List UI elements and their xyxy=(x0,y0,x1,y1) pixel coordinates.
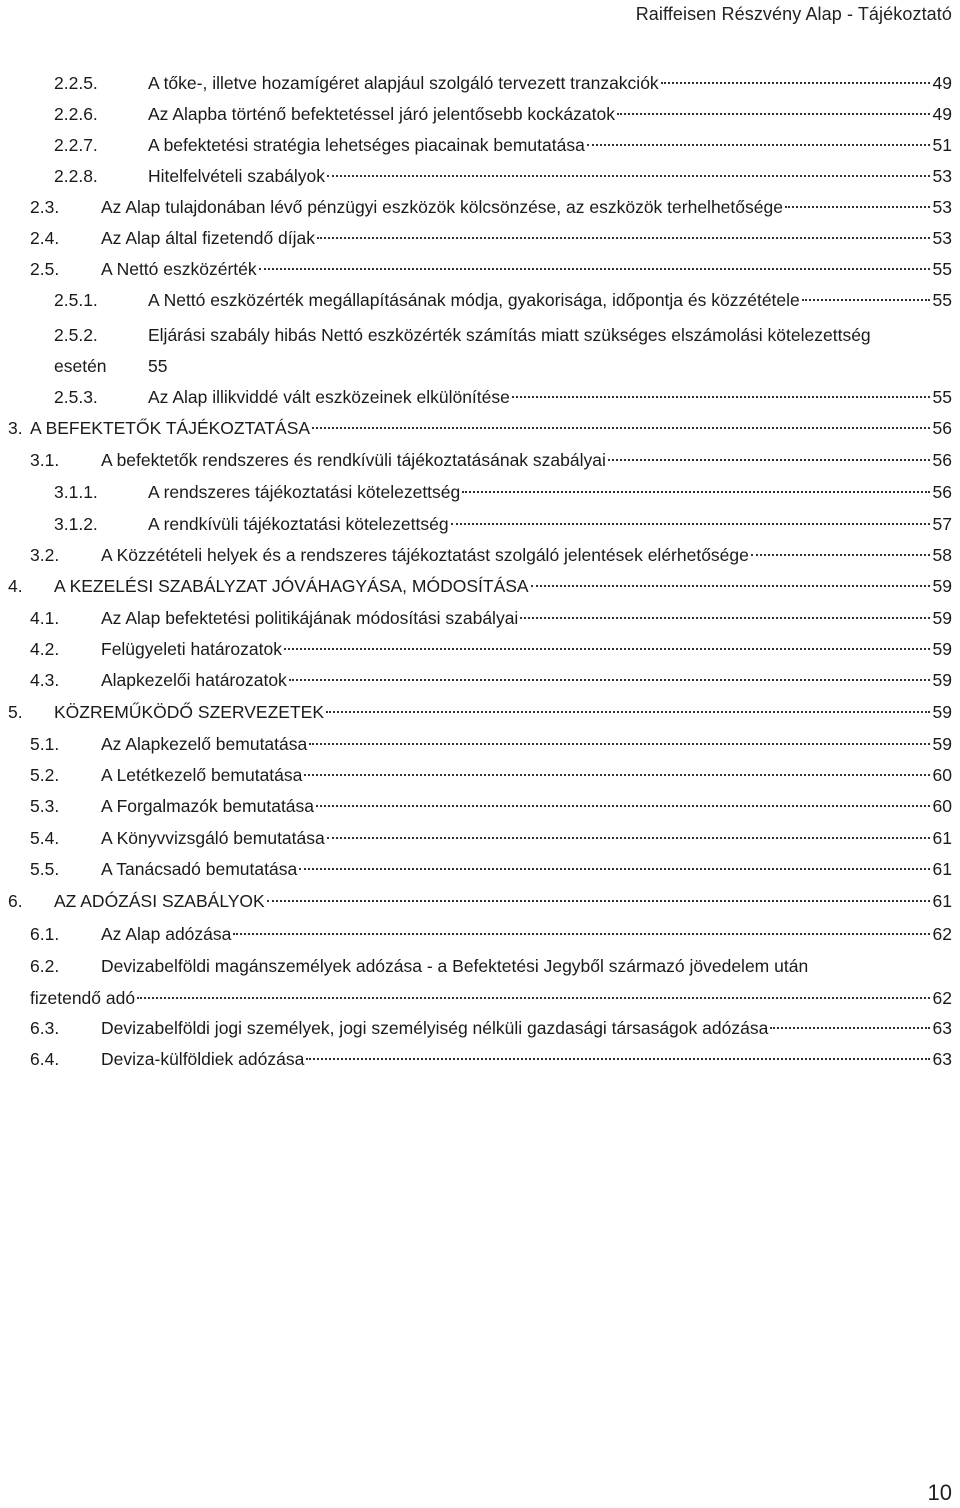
toc-entry-line xyxy=(54,886,952,916)
toc-entry-title: Az Alapkezelő bemutatása xyxy=(101,734,308,754)
toc-entry-number: 5.1. xyxy=(30,734,60,754)
toc-entry[interactable] xyxy=(0,477,960,507)
toc-entry-page: 57 xyxy=(932,514,952,534)
toc-entry-title-continuation: esetén xyxy=(54,356,107,376)
toc-entry-page: 59 xyxy=(932,734,952,754)
toc-entry-title: A befektetési stratégia lehetséges piacainak bemutatása xyxy=(148,135,585,155)
toc-entry-page: 49 xyxy=(932,104,952,124)
toc-entry-line xyxy=(101,634,952,664)
toc-entry[interactable] xyxy=(0,1013,960,1043)
toc-entry[interactable] xyxy=(0,760,960,790)
toc-entry-title-continuation: fizetendő adó xyxy=(30,988,136,1008)
toc-entry-title: A Közzétételi helyek és a rendszeres tájékoztatást szolgáló jelentések elérhetősége xyxy=(101,545,749,565)
toc-leader-dots xyxy=(259,267,930,270)
toc-leader-dots xyxy=(289,678,930,681)
toc-entry-page: 53 xyxy=(932,166,952,186)
toc-entry-line xyxy=(148,68,952,98)
toc-entry-page: 56 xyxy=(932,482,952,502)
toc-entry[interactable] xyxy=(0,99,960,129)
toc-entry-title: AZ ADÓZÁSI SZABÁLYOK xyxy=(54,891,265,911)
toc-leader-dots xyxy=(531,584,930,587)
toc-entry-line xyxy=(54,697,952,727)
toc-leader-dots xyxy=(451,522,930,525)
toc-entry-title: A rendkívüli tájékoztatási kötelezettség xyxy=(148,514,449,534)
toc-entry-title: A Tanácsadó bemutatása xyxy=(101,859,298,879)
toc-entry-number: 6.1. xyxy=(30,924,60,944)
toc-leader-dots xyxy=(233,932,929,935)
toc-leader-dots xyxy=(608,458,930,461)
toc-entry[interactable] xyxy=(0,571,960,601)
toc-entry-number: 2.2.6. xyxy=(54,104,98,124)
toc-entry[interactable] xyxy=(0,540,960,570)
toc-entry-number: 2.2.7. xyxy=(54,135,98,155)
toc-entry-line xyxy=(101,540,952,570)
toc-entry-page: 62 xyxy=(932,988,952,1008)
toc-entry-page: 61 xyxy=(932,828,952,848)
toc-entry-line xyxy=(54,571,952,601)
toc-entry[interactable] xyxy=(0,665,960,695)
toc-entry-page: 60 xyxy=(932,765,952,785)
toc-entry-page: 59 xyxy=(932,576,952,596)
toc-entry-title: Az Alap befektetési politikájának módosítási szabályai xyxy=(101,608,519,628)
toc-leader-dots xyxy=(309,742,929,745)
toc-leader-dots xyxy=(317,236,930,239)
toc-entry[interactable] xyxy=(0,192,960,222)
toc-entry-line xyxy=(101,192,952,222)
toc-entry[interactable] xyxy=(0,285,960,315)
toc-entry-line xyxy=(101,1013,952,1043)
toc-entry-page: 55 xyxy=(932,387,952,407)
toc-entry-title: A Könyvvizsgáló bemutatása xyxy=(101,828,325,848)
toc-entry-line xyxy=(101,223,952,253)
toc-entry-line xyxy=(148,161,952,191)
toc-leader-dots xyxy=(304,773,929,776)
toc-entry-number: 6.4. xyxy=(30,1049,60,1069)
toc-entry-page: 59 xyxy=(932,702,952,722)
toc-entry[interactable] xyxy=(0,951,960,1015)
toc-leader-dots xyxy=(299,867,929,870)
toc-entry-number: 6.3. xyxy=(30,1018,60,1038)
toc-entry-number: 4. xyxy=(8,576,23,596)
toc-entry-line xyxy=(101,603,952,633)
toc-entry-number: 5.2. xyxy=(30,765,60,785)
toc-entry[interactable] xyxy=(0,729,960,759)
toc-entry-line xyxy=(101,665,952,695)
toc-leader-dots xyxy=(661,81,930,84)
toc-entry-page: 55 xyxy=(932,290,952,310)
toc-entry-number: 3.1. xyxy=(30,450,60,470)
toc-entry[interactable] xyxy=(0,634,960,664)
toc-entry-number: 5.4. xyxy=(30,828,60,848)
toc-entry-number: 2.4. xyxy=(30,228,60,248)
toc-entry[interactable] xyxy=(0,254,960,284)
toc-leader-dots xyxy=(587,143,930,146)
toc-entry[interactable] xyxy=(0,130,960,160)
toc-entry-line xyxy=(101,1044,952,1074)
toc-entry[interactable] xyxy=(0,823,960,853)
toc-entry-page: 58 xyxy=(932,545,952,565)
toc-entry-title: A Letétkezelő bemutatása xyxy=(101,765,303,785)
toc-entry[interactable] xyxy=(0,413,960,443)
toc-entry-page: 55 xyxy=(148,356,168,376)
toc-entry-number: 6.2. xyxy=(30,956,60,976)
toc-entry-page: 51 xyxy=(932,135,952,155)
toc-entry[interactable] xyxy=(0,854,960,884)
toc-entry-line xyxy=(30,413,952,443)
toc-entry-number: 6. xyxy=(8,891,23,911)
toc-entry-line xyxy=(148,382,952,412)
toc-entry-title: A befektetők rendszeres és rendkívüli tájékoztatásának szabályai xyxy=(101,450,606,470)
toc-entry-title: Az Alap által fizetendő díjak xyxy=(101,228,316,248)
toc-entry-number: 2.5. xyxy=(30,259,60,279)
toc-entry-title: Deviza-külföldiek adózása xyxy=(101,1049,305,1069)
toc-entry-line xyxy=(101,254,952,284)
toc-entry-number: 2.5.3. xyxy=(54,387,98,407)
toc-entry[interactable] xyxy=(0,161,960,191)
toc-leader-dots xyxy=(785,205,930,208)
toc-entry-line xyxy=(101,729,952,759)
toc-entry-number: 5.3. xyxy=(30,796,60,816)
toc-leader-dots xyxy=(316,804,930,807)
toc-entry-line xyxy=(101,854,952,884)
toc-entry-number: 5.5. xyxy=(30,859,60,879)
toc-entry-line xyxy=(30,983,952,1013)
toc-entry-page: 63 xyxy=(932,1049,952,1069)
toc-entry-line xyxy=(148,509,952,539)
toc-leader-dots xyxy=(327,836,930,839)
toc-entry-page: 62 xyxy=(932,924,952,944)
toc-entry-page: 61 xyxy=(932,859,952,879)
toc-entry-page: 60 xyxy=(932,796,952,816)
toc-entry-title: A Nettó eszközérték megállapításának módja, gyakorisága, időpontja és közzététele xyxy=(148,290,800,310)
toc-entry-page: 49 xyxy=(932,73,952,93)
toc-entry-number: 2.2.8. xyxy=(54,166,98,186)
toc-entry[interactable] xyxy=(0,68,960,98)
toc-entry[interactable] xyxy=(0,697,960,727)
toc-leader-dots xyxy=(751,553,930,556)
toc-entry-number: 3.2. xyxy=(30,545,60,565)
toc-entry[interactable] xyxy=(0,886,960,916)
toc-entry-number: 4.2. xyxy=(30,639,60,659)
toc-entry-page: 55 xyxy=(932,259,952,279)
toc-entry-page: 56 xyxy=(932,450,952,470)
toc-entry-title: Devizabelföldi jogi személyek, jogi személyiség nélküli gazdasági társaságok adózása xyxy=(101,1018,769,1038)
toc-entry-number: 5. xyxy=(8,702,23,722)
toc-entry-title: A KEZELÉSI SZABÁLYZAT JÓVÁHAGYÁSA, MÓDOSÍTÁSA xyxy=(54,576,529,596)
toc-entry-page: 59 xyxy=(932,670,952,690)
toc-entry-number: 4.3. xyxy=(30,670,60,690)
toc-leader-dots xyxy=(520,616,929,619)
toc-entry[interactable] xyxy=(0,919,960,949)
toc-entry-page: 59 xyxy=(932,608,952,628)
toc-entry-title: Hitelfelvételi szabályok xyxy=(148,166,326,186)
toc-entry-page: 53 xyxy=(932,228,952,248)
toc-entry-title: Alapkezelői határozatok xyxy=(101,670,287,690)
toc-leader-dots xyxy=(327,174,930,177)
toc-entry-page: 61 xyxy=(932,891,952,911)
toc-entry-line xyxy=(101,760,952,790)
toc-leader-dots xyxy=(312,426,929,429)
toc-leader-dots xyxy=(326,710,930,713)
toc-leader-dots xyxy=(512,395,930,398)
toc-entry-title: Az Alap tulajdonában lévő pénzügyi eszközök kölcsönzése, az eszközök terhelhetősége xyxy=(101,197,783,217)
toc-entry[interactable] xyxy=(0,320,960,382)
toc-entry[interactable] xyxy=(0,791,960,821)
toc-entry[interactable] xyxy=(0,509,960,539)
toc-leader-dots xyxy=(802,298,930,301)
toc-entry-title: Az Alap adózása xyxy=(101,924,232,944)
toc-entry-line xyxy=(101,919,952,949)
toc-entry-page: 63 xyxy=(932,1018,952,1038)
toc-entry-line xyxy=(101,823,952,853)
toc-entry-title: A BEFEKTETŐK TÁJÉKOZTATÁSA xyxy=(30,418,311,438)
toc-entry-title: Eljárási szabály hibás Nettó eszközérték számítás miatt szükséges elszámolási kötelezettség xyxy=(148,325,871,345)
toc-entry-line xyxy=(148,99,952,129)
toc-entry-title: KÖZREMŰKÖDŐ SZERVEZETEK xyxy=(54,702,324,722)
document-header: Raiffeisen Részvény Alap - Tájékoztató xyxy=(635,4,952,24)
toc-leader-dots xyxy=(617,112,930,115)
toc-leader-dots xyxy=(462,490,929,493)
toc-entry-line xyxy=(101,791,952,821)
toc-entry-title: Az Alap illikviddé vált eszközeinek elkülönítése xyxy=(148,387,510,407)
toc-leader-dots xyxy=(770,1026,929,1029)
page-number: 10 xyxy=(927,1480,952,1505)
toc-leader-dots xyxy=(267,899,930,902)
toc-entry-line xyxy=(148,477,952,507)
toc-entry-page: 56 xyxy=(932,418,952,438)
toc-entry-title: A Nettó eszközérték xyxy=(101,259,257,279)
toc-entry[interactable] xyxy=(0,603,960,633)
toc-entry-number: 2.3. xyxy=(30,197,60,217)
toc-entry[interactable] xyxy=(0,223,960,253)
toc-entry[interactable] xyxy=(0,1044,960,1074)
toc-entry-title: A tőke-, illetve hozamígéret alapjául szolgáló tervezett tranzakciók xyxy=(148,73,659,93)
toc-entry-number: 2.2.5. xyxy=(54,73,98,93)
toc-entry-line xyxy=(101,445,952,475)
toc-entry-title: Az Alapba történő befektetéssel járó jelentősebb kockázatok xyxy=(148,104,615,124)
toc-leader-dots xyxy=(306,1057,929,1060)
toc-entry-page: 53 xyxy=(932,197,952,217)
toc-entry-title: Felügyeleti határozatok xyxy=(101,639,282,659)
toc-entry-number: 4.1. xyxy=(30,608,60,628)
toc-entry-number: 3. xyxy=(8,418,23,438)
toc-entry-line xyxy=(148,130,952,160)
toc-entry[interactable] xyxy=(0,382,960,412)
toc-entry-number: 3.1.1. xyxy=(54,482,98,502)
toc-entry-number: 3.1.2. xyxy=(54,514,98,534)
toc-entry-title: Devizabelföldi magánszemélyek adózása - a Befektetési Jegyből származó jövedelem után xyxy=(101,956,809,976)
toc-entry-number: 2.5.2. xyxy=(54,325,98,345)
toc-entry-line xyxy=(148,285,952,315)
toc-leader-dots xyxy=(137,996,929,999)
toc-entry-title: A rendszeres tájékoztatási kötelezettség xyxy=(148,482,461,502)
toc-leader-dots xyxy=(284,647,930,650)
toc-entry-title: A Forgalmazók bemutatása xyxy=(101,796,315,816)
toc-entry[interactable] xyxy=(0,445,960,475)
toc-entry-number: 2.5.1. xyxy=(54,290,98,310)
toc-entry-page: 59 xyxy=(932,639,952,659)
